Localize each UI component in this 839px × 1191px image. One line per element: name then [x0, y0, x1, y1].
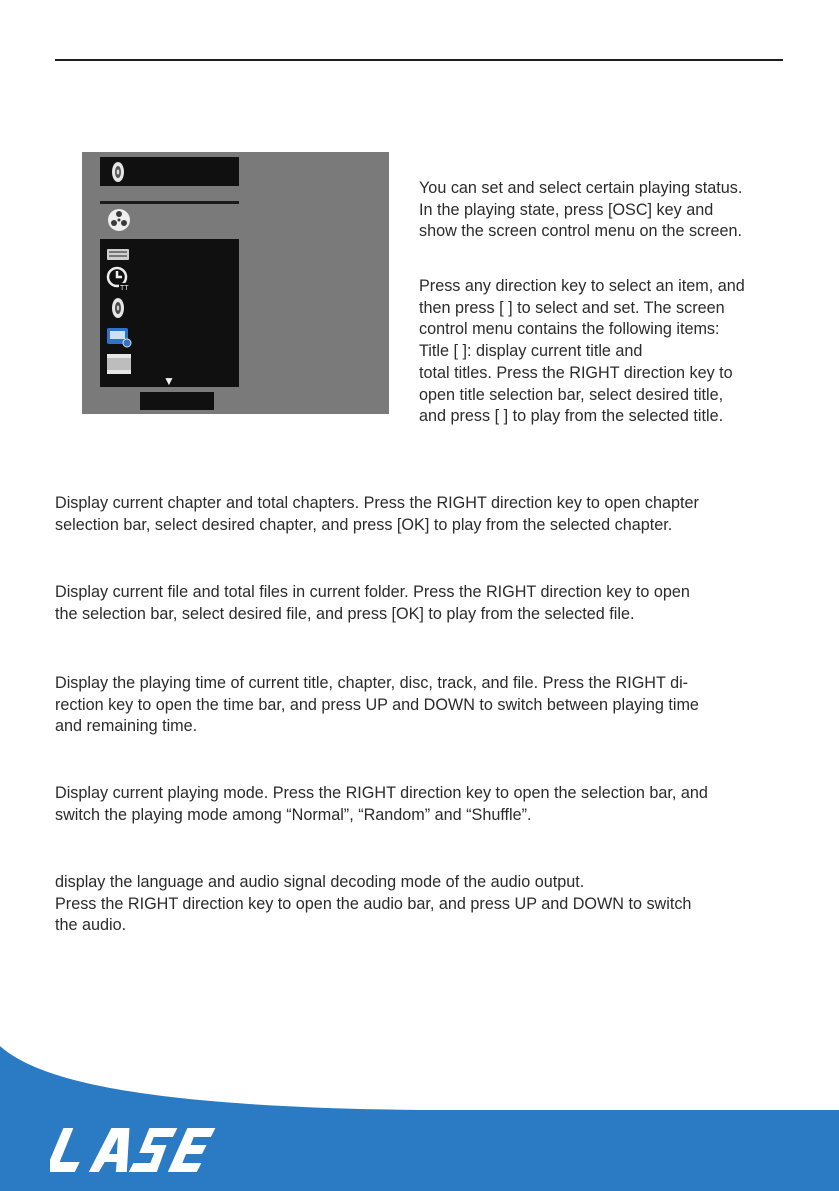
laser-logo: [50, 1126, 220, 1176]
time-line: and remaining time.: [55, 717, 198, 736]
title-help-line: Title [ ]: display current title and: [419, 342, 643, 361]
file-line: the selection bar, select desired file, and press [OK] to play from the selected file.: [55, 604, 635, 623]
file-line: Display current file and total files in current folder. Press the RIGHT direction key to open: [55, 583, 690, 601]
mode-line: switch the playing mode among “Normal”, “Random” and “Shuffle”.: [55, 805, 532, 824]
title-help-line: total titles. Press the RIGHT direction key to: [419, 363, 733, 382]
audio-line: display the language and audio signal decoding mode of the audio output.: [55, 873, 585, 891]
title-help-line: Press any direction key to select an item, and: [419, 277, 745, 295]
mode-paragraph: [55, 783, 790, 826]
time-line: rection key to open the time bar, and press UP and DOWN to switch between playing time: [55, 695, 699, 714]
chapter-line: Display current chapter and total chapters. Press the RIGHT direction key to open chapter: [55, 494, 699, 512]
intro-line: show the screen control menu on the screen.: [419, 222, 743, 241]
title-help-line: control menu contains the following items:: [419, 320, 720, 339]
svg-text:TT: TT: [120, 285, 129, 292]
audio-paragraph: [55, 872, 790, 937]
film-strip-icon: [107, 352, 131, 376]
chapter-line: selection bar, select desired chapter, and press [OK] to play from the selected chapter.: [55, 515, 673, 534]
clock-icon: [105, 264, 131, 292]
title-help-line: then press [ ] to select and set. The screen: [419, 298, 725, 317]
osd-divider: [100, 201, 239, 204]
osd-footer-bar: [140, 392, 214, 410]
file-paragraph: [55, 582, 790, 625]
title-help-line: open title selection bar, select desired title,: [419, 385, 724, 404]
intro-paragraph: [419, 178, 742, 243]
mode-line: Display current playing mode. Press the RIGHT direction key to open the selection bar, and: [55, 784, 708, 802]
intro-line: You can set and select certain playing status.: [419, 179, 743, 197]
disc-icon: [110, 160, 126, 184]
time-paragraph: [55, 673, 790, 738]
keyboard-icon: [107, 247, 129, 261]
osd-menu-screenshot: [82, 152, 389, 414]
chapter-paragraph: [55, 493, 790, 536]
repeat-icon: [106, 326, 132, 348]
intro-line: In the playing state, press [OSC] key and: [419, 200, 714, 219]
time-line: Display the playing time of current title, chapter, disc, track, and file. Press the RIGHT di-: [55, 674, 689, 692]
title-help-line: and press [ ] to play from the selected title.: [419, 407, 724, 426]
speaker-icon: [109, 296, 127, 320]
header-rule: [55, 59, 783, 61]
audio-line: Press the RIGHT direction key to open the audio bar, and press UP and DOWN to switch: [55, 894, 692, 913]
title-help-paragraph: [419, 276, 745, 428]
film-reel-icon: [106, 207, 132, 233]
scroll-down-arrow: ▼: [163, 374, 175, 388]
audio-line: the audio.: [55, 916, 127, 935]
